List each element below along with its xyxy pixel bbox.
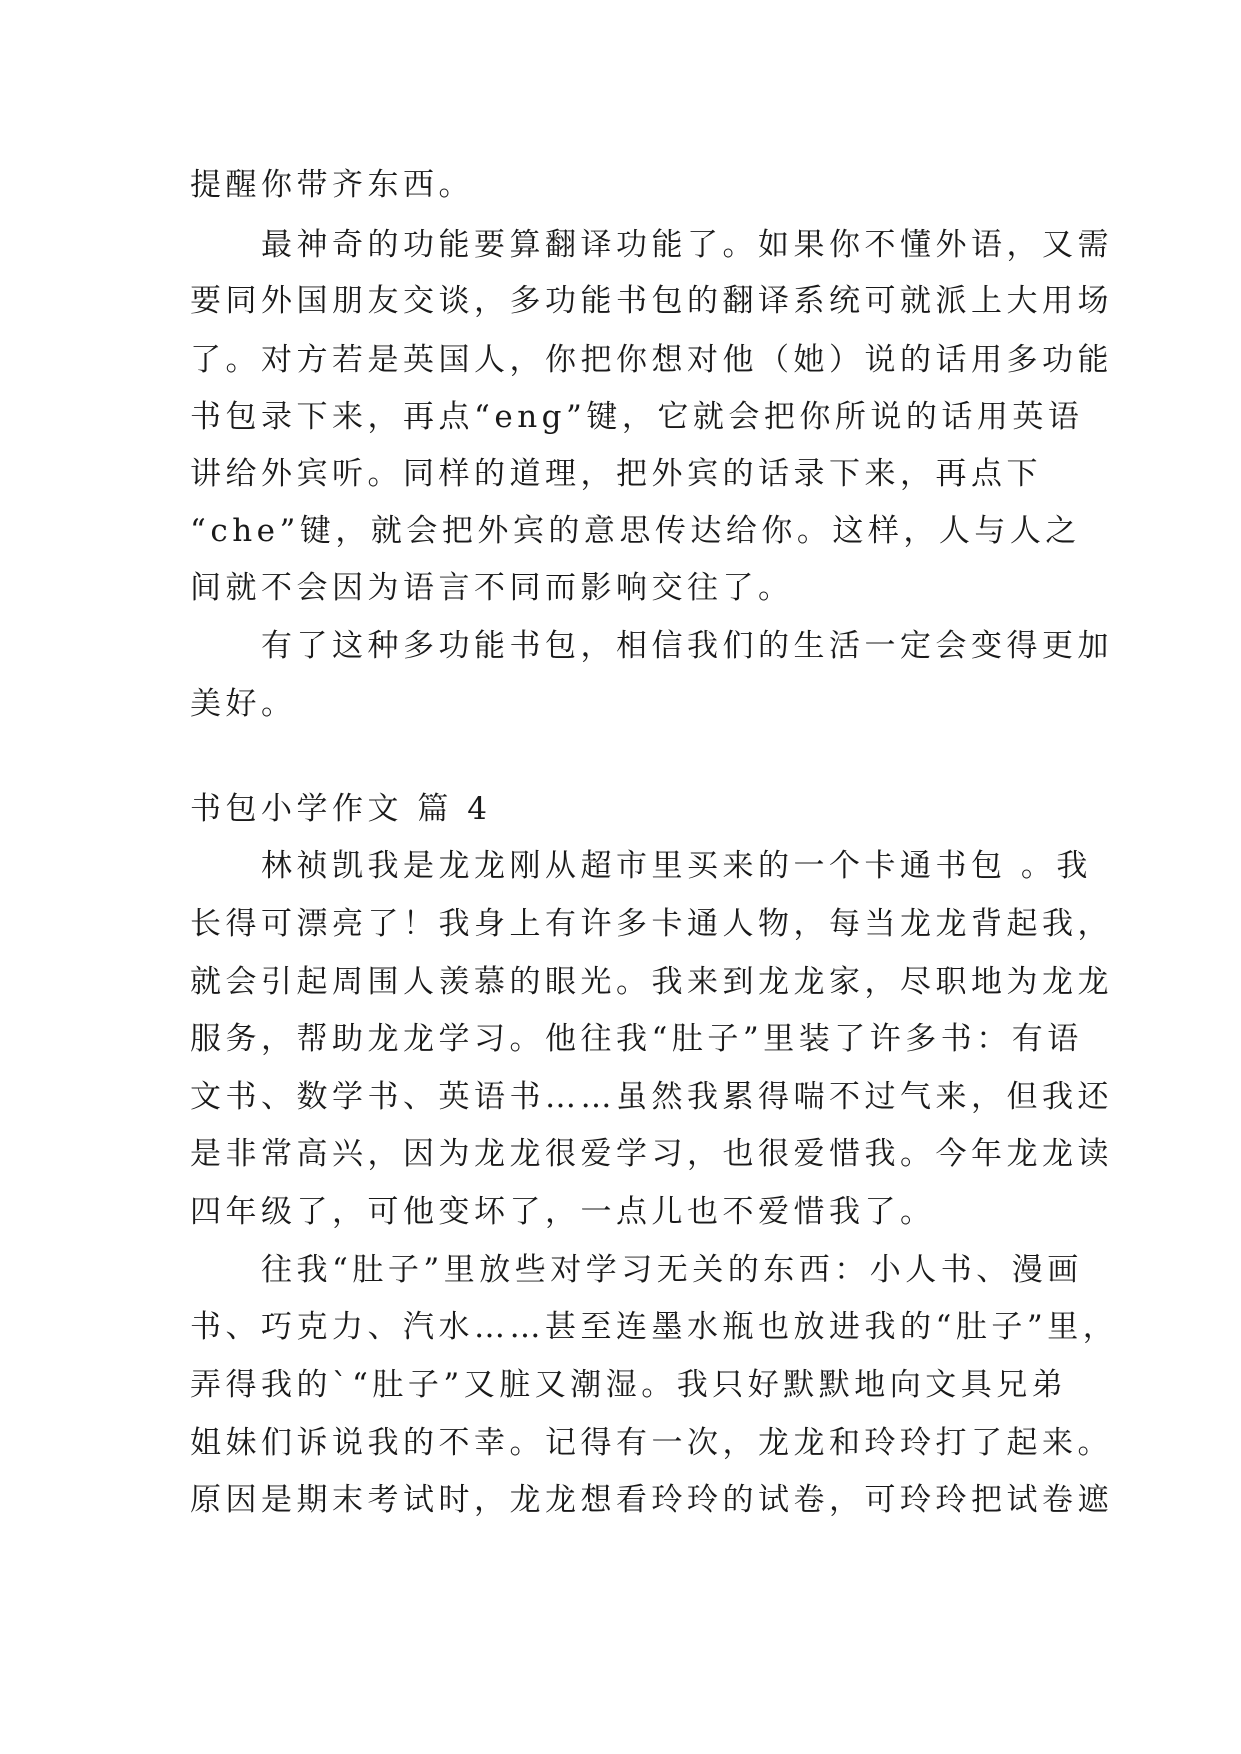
section-heading: 书包小学作文 篇 4 bbox=[190, 791, 492, 827]
text-line: 长得可漂亮了！我身上有许多卡通人物，每当龙龙背起我， bbox=[190, 906, 1113, 942]
text-line: 要同外国朋友交谈，多功能书包的翻译系统可就派上大用场 bbox=[190, 283, 1113, 319]
text-line: 提醒你带齐东西。 bbox=[190, 167, 474, 203]
text-line: 就会引起周围人羡慕的眼光。我来到龙龙家，尽职地为龙龙 bbox=[190, 964, 1113, 1000]
text-line: 姐妹们诉说我的不幸。记得有一次，龙龙和玲玲打了起来。 bbox=[190, 1425, 1113, 1461]
text-line: 了。对方若是英国人，你把你想对他（她）说的话用多功能 bbox=[190, 342, 1113, 378]
text-line: “che”键，就会把外宾的意思传达给你。这样，人与人之 bbox=[190, 513, 1081, 549]
text-line: 书包录下来，再点“eng”键，它就会把你所说的话用英语 bbox=[190, 399, 1084, 435]
text-line: 间就不会因为语言不同而影响交往了。 bbox=[190, 570, 794, 606]
text-line: 最神奇的功能要算翻译功能了。如果你不懂外语，又需 bbox=[190, 227, 1113, 263]
text-line: 弄得我的`“肚子”又脏又潮湿。我只好默默地向文具兄弟 bbox=[190, 1367, 1068, 1403]
text-line: 林祯凯我是龙龙刚从超市里买来的一个卡通书包 。我 bbox=[190, 848, 1092, 884]
text-line: 美好。 bbox=[190, 686, 297, 722]
text-line: 四年级了，可他变坏了，一点儿也不爱惜我了。 bbox=[190, 1194, 936, 1230]
text-line: 是非常高兴，因为龙龙很爱学习，也很爱惜我。今年龙龙读 bbox=[190, 1136, 1113, 1172]
text-line: 讲给外宾听。同样的道理，把外宾的话录下来，再点下 bbox=[190, 456, 1042, 492]
text-line: 服务，帮助龙龙学习。他往我“肚子”里装了许多书：有语 bbox=[190, 1021, 1083, 1057]
text-line: 有了这种多功能书包，相信我们的生活一定会变得更加 bbox=[190, 628, 1113, 664]
text-line: 原因是期末考试时，龙龙想看玲玲的试卷，可玲玲把试卷遮 bbox=[190, 1482, 1113, 1518]
text-line: 往我“肚子”里放些对学习无关的东西：小人书、漫画 bbox=[190, 1252, 1083, 1288]
text-line: 书、巧克力、汽水……甚至连墨水瓶也放进我的“肚子”里， bbox=[190, 1309, 1119, 1345]
text-line: 文书、数学书、英语书……虽然我累得喘不过气来，但我还 bbox=[190, 1079, 1113, 1115]
